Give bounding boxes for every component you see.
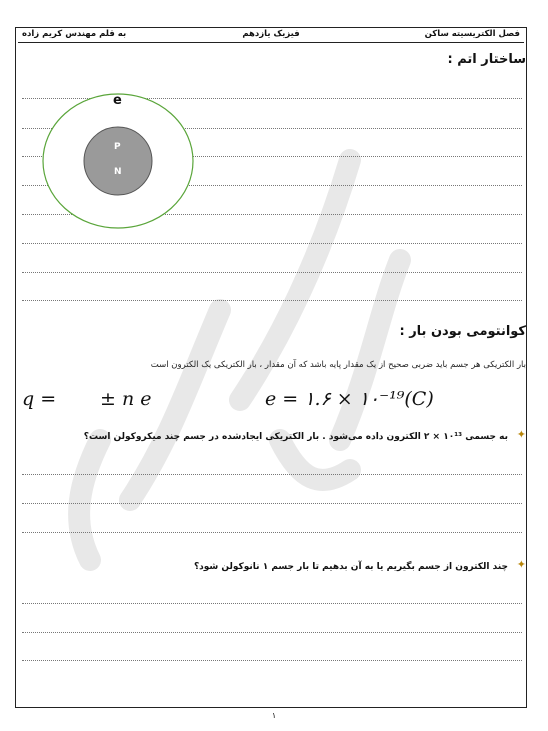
answer-line <box>22 660 522 661</box>
answer-line <box>22 300 522 301</box>
answer-line <box>22 243 522 244</box>
header-author: به قلم مهندس کریم زاده <box>22 29 127 39</box>
atom-section-title: ساختار اتم : <box>447 52 526 67</box>
answer-line <box>22 474 522 475</box>
electron-label: e <box>113 93 122 108</box>
page-header <box>18 29 524 43</box>
proton-label: P <box>114 142 121 152</box>
formula-q: q = <box>22 388 57 410</box>
page-number: ۱ <box>271 711 277 720</box>
formula-ne: ± n e <box>100 388 152 410</box>
answer-line <box>22 503 522 504</box>
nucleus <box>84 127 152 195</box>
quantization-section-title: کوانتومی بودن بار : <box>399 324 526 339</box>
answer-line <box>22 632 522 633</box>
header-chapter: فصل الکتریسیته ساکن <box>424 29 520 39</box>
atom-diagram <box>40 88 200 230</box>
question-1: به جسمی ۱۰¹³ × ۲ الکترون داده می‌شود . بار الکتریکی ایجادشده در جسم چند میکروکولن است؟ <box>83 432 508 442</box>
answer-line <box>22 272 522 273</box>
formula-e-value: e = ۱.۶ × ۱۰⁻¹⁹(C) <box>265 388 434 410</box>
header-divider <box>18 42 524 43</box>
header-subject: فیزیک یازدهم <box>242 29 300 39</box>
lightbulb-icon: ✦ <box>516 428 526 441</box>
question-2: چند الکترون از جسم بگیریم یا به آن بدهیم تا بار جسم ۱ نانوکولن شود؟ <box>193 562 508 572</box>
answer-line <box>22 532 522 533</box>
quantization-description: بار الکتریکی هر جسم باید ضربی صحیح از یک مقدار پایه باشد که آن مقدار ، بار الکتریکی یک الکترون است <box>150 360 526 370</box>
neutron-label: N <box>114 167 122 177</box>
lightbulb-icon: ✦ <box>516 558 526 571</box>
answer-line <box>22 603 522 604</box>
